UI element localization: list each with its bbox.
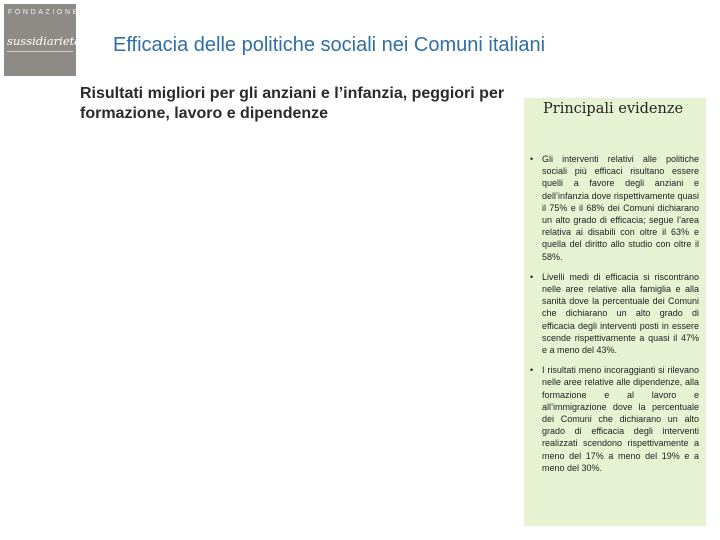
evidence-item [530,271,699,356]
evidence-list [530,153,699,482]
bullet-icon: • [530,365,534,376]
page-subtitle: Risultati migliori per gli anziani e l’infanzia, peggiori per formazione, lavoro e dipendenze [80,85,505,122]
foundation-logo [4,4,82,76]
evidence-item [530,153,699,263]
evidence-panel-title: Principali evidenze [543,101,684,117]
logo-divider [7,51,73,52]
page-title: Efficacia delle politiche sociali nei Comuni italiani [113,34,546,56]
evidence-text: Livelli medi di efficacia si riscontrano nelle aree relative alla famiglia e alla sanità dove la percentuale dei Comuni che dichiarano un alto grado di efficacia degli interventi posti in essere scende rispettivamente a quasi il 47% e a meno del 43%. [542,271,699,356]
evidence-text: I risultati meno incoraggianti si rilevano nelle aree relative alle dipendenze, alla formazione e al lavoro e all’immigrazione dove la percentuale dei Comuni che dichiarano un alto grado di efficacia degli interventi realizzati scendono rispettivamente a meno del 17% a meno del 19% e a meno del 30%. [542,365,699,473]
logo-main-text: sussidiarietà [7,34,82,48]
evidence-item [530,364,699,474]
bullet-icon: • [530,154,534,164]
evidence-text: Gli interventi relativi alle politiche sociali più efficaci risultano essere quelli a favore degli anziani e dell’infanzia dove rispettivamente quasi il 75% e il 68% dei Comuni dichiarano un alto grado di efficacia; segue l’area relativa ai disabili con oltre il 63% e quella del diritto allo studio con oltre il 58%. [542,154,699,262]
logo-top-text: FONDAZIONE [8,9,80,16]
bullet-icon: • [530,271,534,282]
